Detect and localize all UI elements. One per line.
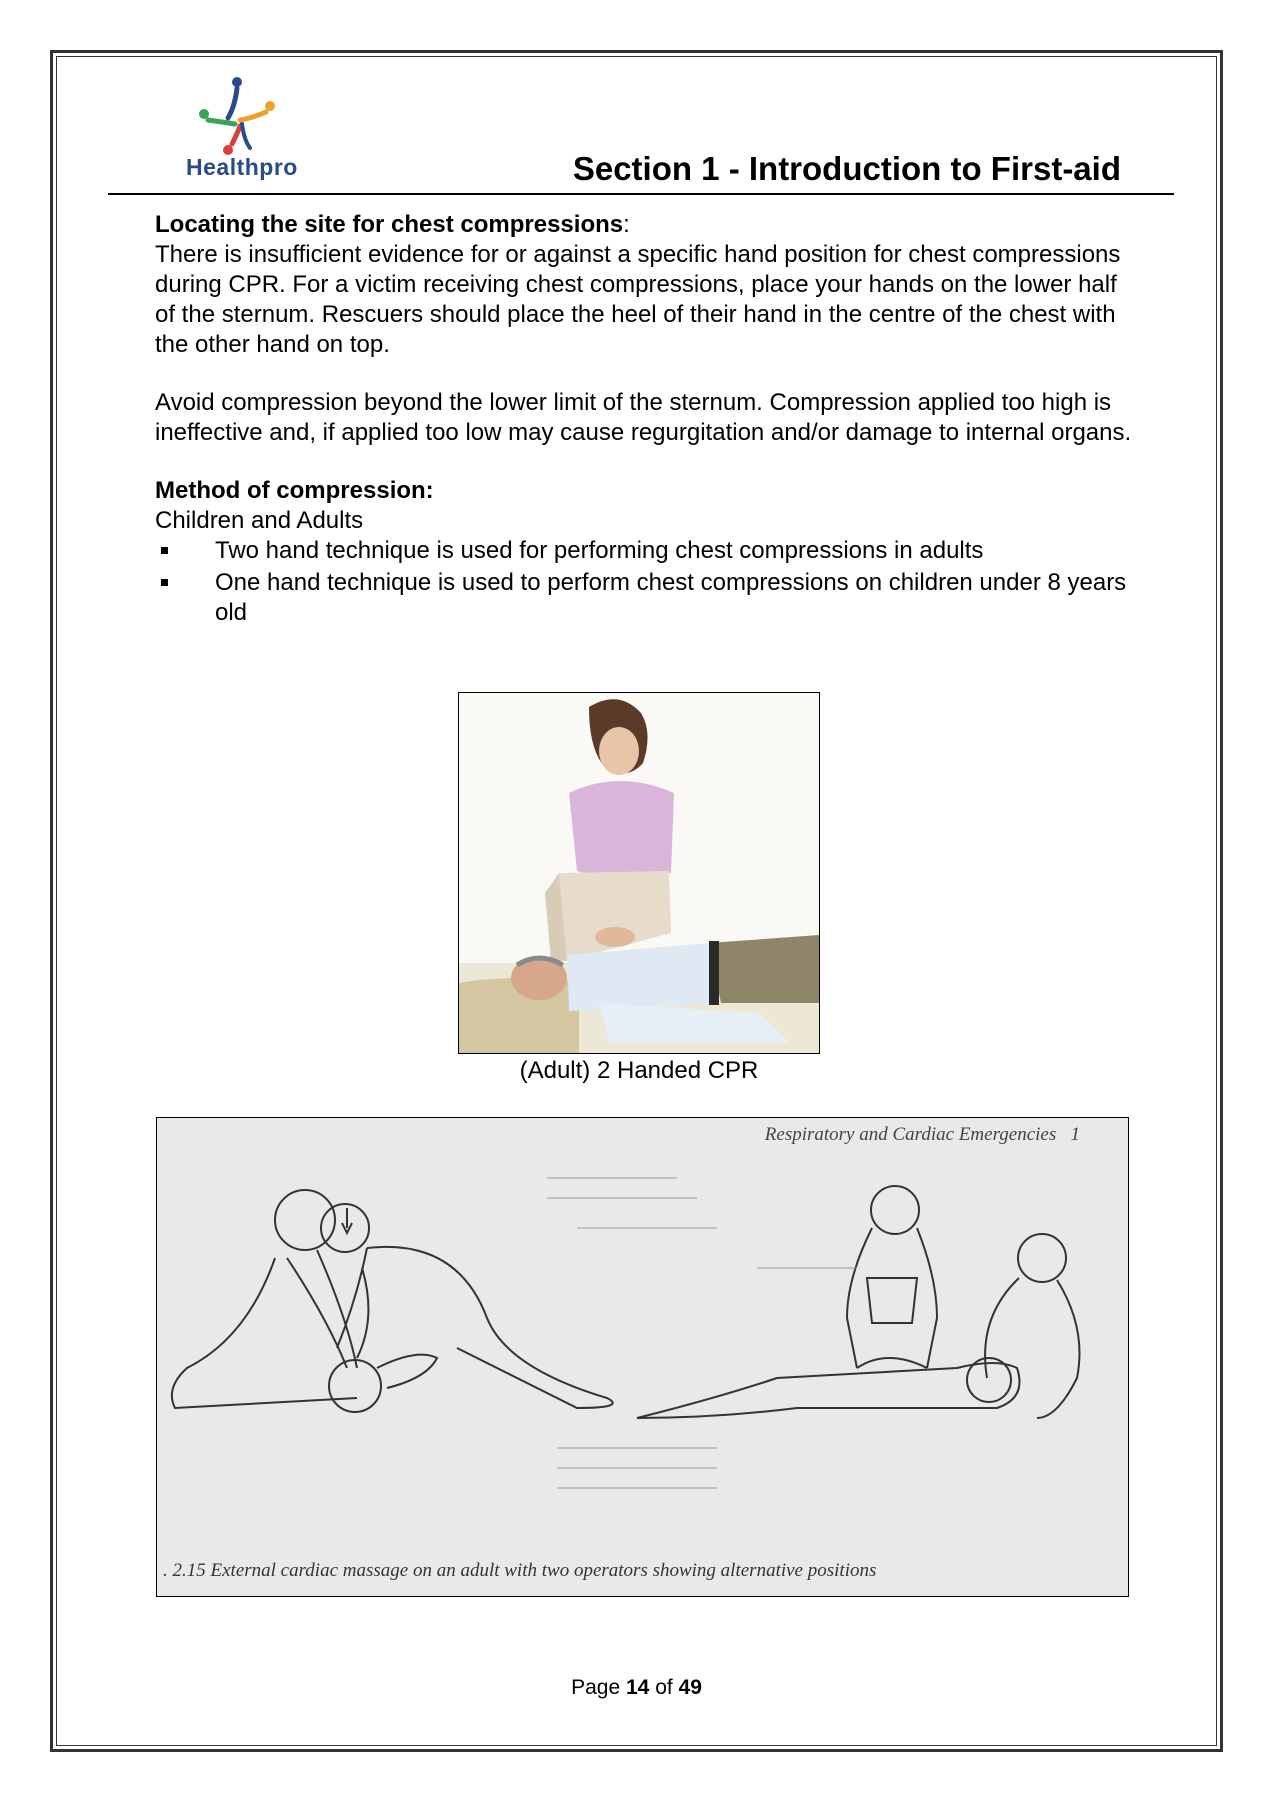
sketch-page-number: 1 — [1070, 1124, 1080, 1145]
sketch-header — [765, 1124, 1080, 1146]
bullet-list — [155, 536, 1135, 628]
footer-current-page: 14 — [625, 1676, 650, 1699]
main-content — [155, 210, 1135, 630]
footer-of-label: of — [655, 1676, 673, 1699]
header-divider — [108, 193, 1174, 195]
heading-colon: : — [623, 211, 630, 238]
heading-locating-site — [155, 210, 1135, 240]
page-footer — [0, 1676, 1273, 1700]
scanned-cpr-illustration — [156, 1117, 1129, 1597]
footer-page-label: Page — [571, 1676, 621, 1699]
subheading-children-adults: Children and Adults — [155, 507, 364, 534]
cpr-photo — [458, 692, 820, 1054]
section-title: Section 1 - Introduction to First-aid — [572, 150, 1121, 187]
heading-method: Method of compression: — [155, 477, 434, 504]
list-item: One hand technique is used to perform chest compressions on children under 8 years old — [155, 568, 1135, 628]
paragraph-avoid-compression: Avoid compression beyond the lower limit of the sternum. Compression applied too high is ineffective and, if applied too low may cause regurgitation and/or damage to internal organs. — [155, 389, 1132, 446]
logo-text: Healthpro — [186, 154, 298, 180]
list-item: Two hand technique is used for performing chest compressions in adults — [155, 536, 1135, 566]
heading-locating-site-text: Locating the site for chest compressions — [155, 211, 624, 238]
photo-caption: (Adult) 2 Handed CPR — [519, 1057, 759, 1084]
cpr-photo-illustration — [459, 693, 819, 1053]
footer-total-pages: 49 — [678, 1676, 702, 1699]
sketch-caption: . 2.15 External cardiac massage on an adult with two operators showing alternative positions — [163, 1560, 877, 1581]
cpr-line-drawing — [157, 1118, 1128, 1596]
paragraph-hand-position: There is insufficient evidence for or against a specific hand position for chest compressions during CPR. For a victim receiving chest compressions, place your hands on the lower half of the sternum. Rescuers should place the heel of their hand in the centre of the chest with the other hand on top. — [155, 241, 1121, 358]
sketch-header-text: Respiratory and Cardiac Emergencies — [764, 1124, 1057, 1145]
